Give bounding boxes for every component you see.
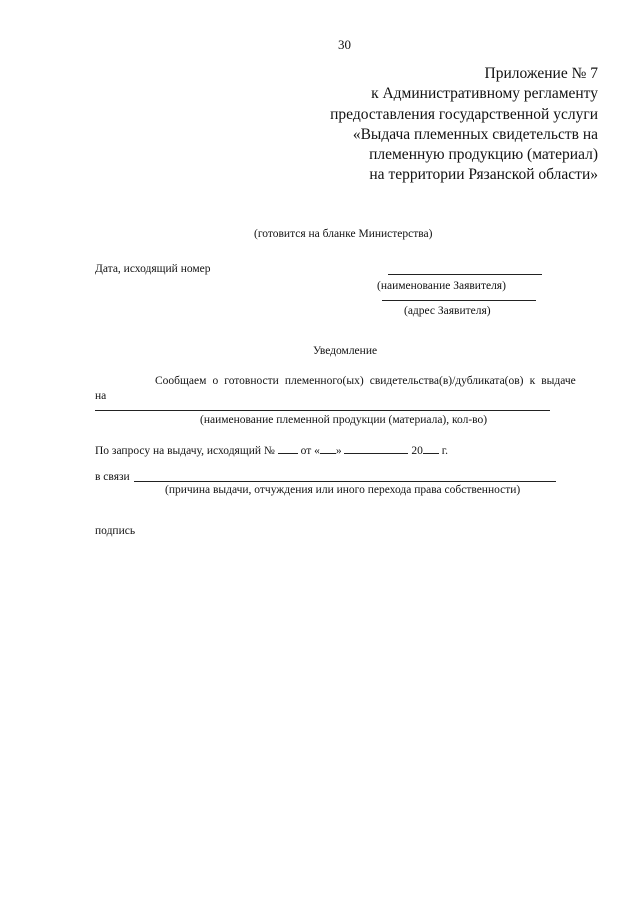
appendix-line: Приложение № 7 <box>484 65 598 82</box>
appendix-line: «Выдача племенных свидетельств на <box>352 125 598 143</box>
letterhead-note: (готовится на бланке Министерства) <box>254 228 433 240</box>
request-year-blank <box>423 444 439 454</box>
request-number-blank <box>278 444 298 454</box>
request-year-suffix: г. <box>441 445 449 457</box>
document-title: Уведомление <box>313 345 378 357</box>
appendix-line: к Административному регламенту <box>371 85 598 103</box>
request-prefix: По запросу на выдачу, исходящий № <box>95 445 275 457</box>
request-month-blank <box>344 444 408 454</box>
applicant-name-line <box>388 274 542 275</box>
product-caption: (наименование племенной продукции (материала), кол-во) <box>200 414 488 426</box>
request-quote-close: » <box>335 445 342 457</box>
body-line-1: Сообщаем о готовности племенного(ых) свидетельства(в)/дубликата(ов) к выдаче <box>155 375 576 387</box>
request-day-blank <box>320 444 336 454</box>
appendix-line: племенную продукцию (материал) <box>369 146 598 164</box>
signature-label: подпись <box>95 525 136 537</box>
reason-prefix: в связи <box>95 471 130 483</box>
body-line-1-cont: на <box>95 390 107 402</box>
page-number: 30 <box>338 37 351 52</box>
reason-caption: (причина выдачи, отчуждения или иного перехода права собственности) <box>165 484 521 496</box>
applicant-name-caption: (наименование Заявителя) <box>377 280 506 292</box>
request-from: от « <box>300 445 320 457</box>
appendix-line: на территории Рязанской области» <box>369 166 598 184</box>
applicant-address-line <box>382 300 536 301</box>
date-number-label: Дата, исходящий номер <box>95 263 211 275</box>
applicant-address-caption: (адрес Заявителя) <box>404 305 491 317</box>
request-line <box>95 444 448 457</box>
appendix-line: предоставления государственной услуги <box>330 105 598 123</box>
product-line <box>95 410 550 411</box>
request-year: 20 <box>411 445 423 457</box>
appendix-header <box>330 64 598 186</box>
reason-line <box>134 481 556 482</box>
